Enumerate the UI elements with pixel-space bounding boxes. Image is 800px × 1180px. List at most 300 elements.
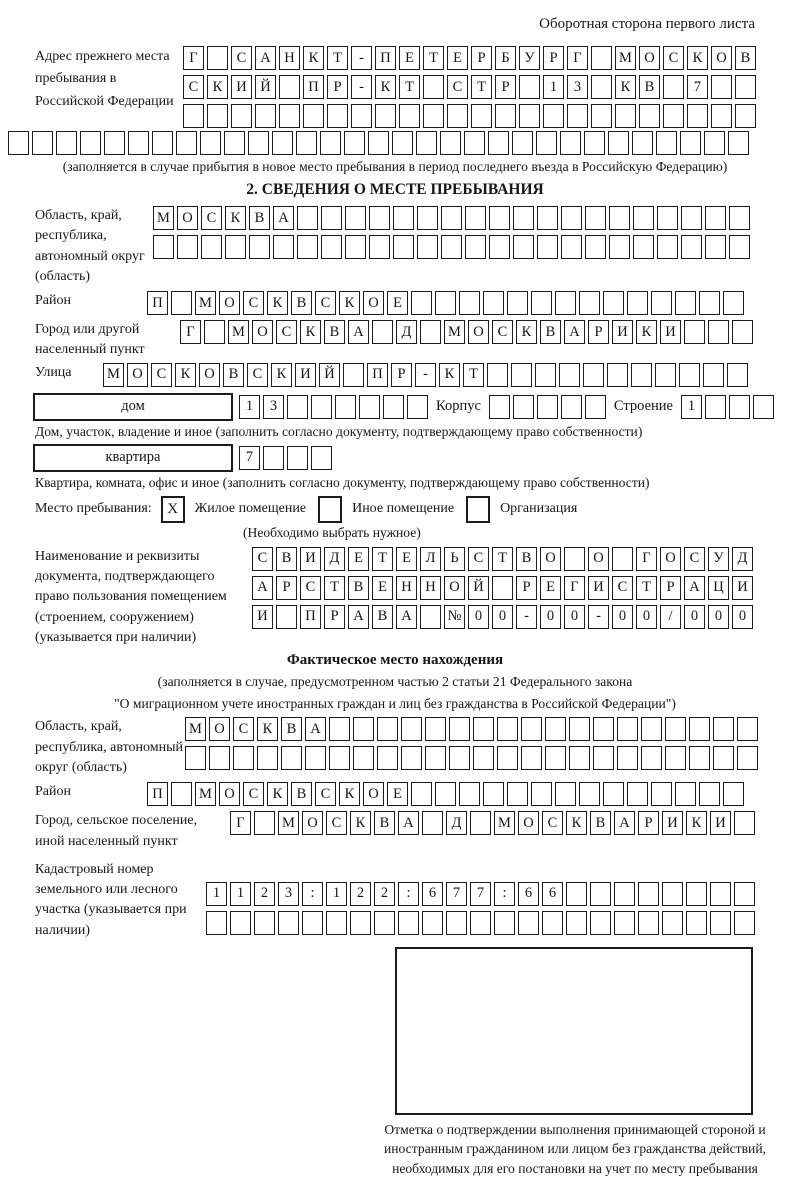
char-cell[interactable] [287, 395, 308, 419]
char-cell[interactable] [734, 811, 755, 835]
char-cell[interactable]: С [183, 75, 204, 99]
char-cell[interactable] [713, 717, 734, 741]
char-cell[interactable] [735, 104, 756, 128]
char-cell[interactable]: Н [279, 46, 300, 70]
char-cell[interactable]: 1 [681, 395, 702, 419]
char-cell[interactable]: 6 [422, 882, 443, 906]
char-cell[interactable]: Д [324, 547, 345, 571]
char-cell[interactable] [561, 395, 582, 419]
char-cell[interactable] [171, 291, 192, 315]
char-cell[interactable]: А [255, 46, 276, 70]
char-cell[interactable]: С [231, 46, 252, 70]
char-cell[interactable]: В [291, 291, 312, 315]
char-cell[interactable] [441, 206, 462, 230]
char-cell[interactable] [279, 104, 300, 128]
char-cell[interactable] [183, 104, 204, 128]
char-cell[interactable] [585, 235, 606, 259]
char-cell[interactable] [497, 717, 518, 741]
char-cell[interactable] [225, 235, 246, 259]
char-cell[interactable]: О [444, 576, 465, 600]
char-cell[interactable] [567, 104, 588, 128]
char-cell[interactable]: Б [495, 46, 516, 70]
char-cell[interactable] [447, 104, 468, 128]
char-cell[interactable] [665, 717, 686, 741]
char-cell[interactable]: О [468, 320, 489, 344]
char-cell[interactable] [507, 291, 528, 315]
char-cell[interactable] [302, 911, 323, 935]
char-cell[interactable] [492, 576, 513, 600]
char-cell[interactable]: Р [660, 576, 681, 600]
char-cell[interactable]: В [223, 363, 244, 387]
char-cell[interactable] [607, 363, 628, 387]
char-cell[interactable]: В [516, 547, 537, 571]
char-cell[interactable] [507, 782, 528, 806]
char-cell[interactable] [470, 811, 491, 835]
char-cell[interactable]: Т [324, 576, 345, 600]
char-cell[interactable]: 3 [263, 395, 284, 419]
char-cell[interactable]: Г [636, 547, 657, 571]
char-cell[interactable] [584, 131, 605, 155]
char-cell[interactable]: Т [423, 46, 444, 70]
char-cell[interactable]: Е [348, 547, 369, 571]
char-cell[interactable] [470, 911, 491, 935]
char-cell[interactable]: Р [324, 605, 345, 629]
char-cell[interactable] [345, 235, 366, 259]
char-cell[interactable] [662, 911, 683, 935]
char-cell[interactable] [689, 717, 710, 741]
char-cell[interactable]: В [540, 320, 561, 344]
char-cell[interactable]: № [444, 605, 465, 629]
char-cell[interactable] [276, 605, 297, 629]
char-cell[interactable] [641, 746, 662, 770]
char-cell[interactable]: К [300, 320, 321, 344]
char-cell[interactable] [513, 395, 534, 419]
char-cell[interactable] [591, 104, 612, 128]
char-cell[interactable]: 1 [326, 882, 347, 906]
char-cell[interactable] [296, 131, 317, 155]
char-cell[interactable]: С [252, 547, 273, 571]
char-cell[interactable]: Й [319, 363, 340, 387]
char-cell[interactable] [699, 291, 720, 315]
char-cell[interactable] [633, 235, 654, 259]
char-cell[interactable] [675, 291, 696, 315]
char-cell[interactable] [680, 131, 701, 155]
char-cell[interactable]: С [447, 75, 468, 99]
char-cell[interactable] [351, 104, 372, 128]
char-cell[interactable] [392, 131, 413, 155]
char-cell[interactable]: Р [495, 75, 516, 99]
char-cell[interactable]: А [273, 206, 294, 230]
char-cell[interactable]: Д [446, 811, 467, 835]
char-cell[interactable]: В [639, 75, 660, 99]
char-cell[interactable]: С [276, 320, 297, 344]
char-cell[interactable]: Т [471, 75, 492, 99]
char-cell[interactable] [681, 235, 702, 259]
char-cell[interactable]: О [540, 547, 561, 571]
char-cell[interactable] [729, 206, 750, 230]
char-cell[interactable]: - [415, 363, 436, 387]
char-cell[interactable]: 1 [206, 882, 227, 906]
char-cell[interactable] [320, 131, 341, 155]
char-cell[interactable] [638, 882, 659, 906]
char-cell[interactable] [559, 363, 580, 387]
char-cell[interactable] [128, 131, 149, 155]
char-cell[interactable] [416, 131, 437, 155]
char-cell[interactable]: О [588, 547, 609, 571]
char-cell[interactable]: Е [540, 576, 561, 600]
char-cell[interactable] [350, 911, 371, 935]
char-cell[interactable] [704, 131, 725, 155]
char-cell[interactable] [710, 882, 731, 906]
char-cell[interactable]: Ь [444, 547, 465, 571]
char-cell[interactable]: О [660, 547, 681, 571]
char-cell[interactable] [473, 746, 494, 770]
char-cell[interactable] [473, 717, 494, 741]
char-cell[interactable] [531, 291, 552, 315]
char-cell[interactable]: А [305, 717, 326, 741]
char-cell[interactable]: 7 [239, 446, 260, 470]
char-cell[interactable]: Й [468, 576, 489, 600]
char-cell[interactable] [209, 746, 230, 770]
char-cell[interactable] [407, 395, 428, 419]
char-cell[interactable] [593, 717, 614, 741]
checkbox-organization[interactable] [466, 496, 490, 523]
char-cell[interactable] [521, 746, 542, 770]
char-cell[interactable]: Г [183, 46, 204, 70]
char-cell[interactable]: В [735, 46, 756, 70]
char-cell[interactable] [614, 882, 635, 906]
char-cell[interactable] [729, 235, 750, 259]
char-cell[interactable] [489, 206, 510, 230]
char-cell[interactable] [543, 104, 564, 128]
char-cell[interactable] [535, 363, 556, 387]
char-cell[interactable]: П [375, 46, 396, 70]
char-cell[interactable] [248, 131, 269, 155]
char-cell[interactable] [204, 320, 225, 344]
char-cell[interactable]: 0 [684, 605, 705, 629]
checkbox-other-premises[interactable] [318, 496, 342, 523]
char-cell[interactable]: 0 [612, 605, 633, 629]
char-cell[interactable]: В [249, 206, 270, 230]
char-cell[interactable]: К [439, 363, 460, 387]
char-cell[interactable] [207, 46, 228, 70]
char-cell[interactable] [591, 75, 612, 99]
char-cell[interactable] [537, 235, 558, 259]
char-cell[interactable]: 7 [687, 75, 708, 99]
char-cell[interactable]: 2 [254, 882, 275, 906]
char-cell[interactable] [569, 717, 590, 741]
char-cell[interactable]: М [444, 320, 465, 344]
char-cell[interactable] [377, 746, 398, 770]
char-cell[interactable] [297, 206, 318, 230]
char-cell[interactable] [435, 782, 456, 806]
char-cell[interactable]: 0 [708, 605, 729, 629]
char-cell[interactable] [353, 717, 374, 741]
char-cell[interactable]: 0 [468, 605, 489, 629]
char-cell[interactable] [263, 446, 284, 470]
char-cell[interactable] [321, 206, 342, 230]
char-cell[interactable] [609, 235, 630, 259]
char-cell[interactable] [657, 206, 678, 230]
char-cell[interactable] [343, 363, 364, 387]
char-cell[interactable]: М [494, 811, 515, 835]
char-cell[interactable] [353, 746, 374, 770]
char-cell[interactable] [206, 911, 227, 935]
char-cell[interactable]: О [518, 811, 539, 835]
char-cell[interactable] [699, 782, 720, 806]
char-cell[interactable] [560, 131, 581, 155]
char-cell[interactable]: К [687, 46, 708, 70]
char-cell[interactable]: : [302, 882, 323, 906]
char-cell[interactable] [627, 782, 648, 806]
char-cell[interactable]: Е [387, 782, 408, 806]
char-cell[interactable] [545, 717, 566, 741]
char-cell[interactable] [537, 395, 558, 419]
char-cell[interactable]: С [326, 811, 347, 835]
char-cell[interactable]: 1 [230, 882, 251, 906]
char-cell[interactable]: 0 [732, 605, 753, 629]
char-cell[interactable] [399, 104, 420, 128]
char-cell[interactable] [459, 291, 480, 315]
char-cell[interactable] [311, 395, 332, 419]
char-cell[interactable] [279, 75, 300, 99]
char-cell[interactable]: Н [396, 576, 417, 600]
char-cell[interactable] [711, 104, 732, 128]
char-cell[interactable]: П [147, 291, 168, 315]
char-cell[interactable]: О [363, 291, 384, 315]
char-cell[interactable]: В [374, 811, 395, 835]
char-cell[interactable]: С [542, 811, 563, 835]
char-cell[interactable]: С [300, 576, 321, 600]
char-cell[interactable] [359, 395, 380, 419]
char-cell[interactable] [713, 746, 734, 770]
char-cell[interactable] [471, 104, 492, 128]
char-cell[interactable]: В [281, 717, 302, 741]
char-cell[interactable]: Г [567, 46, 588, 70]
char-cell[interactable]: В [348, 576, 369, 600]
char-cell[interactable]: Е [399, 46, 420, 70]
char-cell[interactable]: 1 [543, 75, 564, 99]
char-cell[interactable] [344, 131, 365, 155]
char-cell[interactable] [705, 235, 726, 259]
char-cell[interactable] [663, 75, 684, 99]
char-cell[interactable]: 3 [567, 75, 588, 99]
char-cell[interactable] [641, 717, 662, 741]
char-cell[interactable]: Т [372, 547, 393, 571]
char-cell[interactable] [593, 746, 614, 770]
char-cell[interactable]: О [363, 782, 384, 806]
char-cell[interactable] [579, 291, 600, 315]
char-cell[interactable] [464, 131, 485, 155]
char-cell[interactable] [200, 131, 221, 155]
char-cell[interactable] [542, 911, 563, 935]
char-cell[interactable] [679, 363, 700, 387]
char-cell[interactable]: 0 [636, 605, 657, 629]
char-cell[interactable]: К [339, 782, 360, 806]
char-cell[interactable]: О [209, 717, 230, 741]
char-cell[interactable]: С [663, 46, 684, 70]
char-cell[interactable] [684, 320, 705, 344]
char-cell[interactable]: Д [732, 547, 753, 571]
char-cell[interactable] [459, 782, 480, 806]
char-cell[interactable] [393, 235, 414, 259]
char-cell[interactable] [564, 547, 585, 571]
char-cell[interactable] [483, 782, 504, 806]
char-cell[interactable]: К [339, 291, 360, 315]
char-cell[interactable]: Р [638, 811, 659, 835]
char-cell[interactable] [512, 131, 533, 155]
char-cell[interactable] [487, 363, 508, 387]
char-cell[interactable] [398, 911, 419, 935]
char-cell[interactable]: - [588, 605, 609, 629]
char-cell[interactable] [449, 746, 470, 770]
char-cell[interactable]: 1 [239, 395, 260, 419]
char-cell[interactable]: О [252, 320, 273, 344]
char-cell[interactable] [566, 911, 587, 935]
char-cell[interactable] [152, 131, 173, 155]
char-cell[interactable]: П [367, 363, 388, 387]
char-cell[interactable] [171, 782, 192, 806]
char-cell[interactable]: Р [276, 576, 297, 600]
char-cell[interactable] [483, 291, 504, 315]
char-cell[interactable]: О [199, 363, 220, 387]
char-cell[interactable] [254, 911, 275, 935]
char-cell[interactable] [446, 911, 467, 935]
char-cell[interactable]: - [351, 46, 372, 70]
char-cell[interactable] [513, 235, 534, 259]
char-cell[interactable]: К [686, 811, 707, 835]
char-cell[interactable]: И [300, 547, 321, 571]
char-cell[interactable] [656, 131, 677, 155]
char-cell[interactable] [603, 782, 624, 806]
char-cell[interactable]: 2 [374, 882, 395, 906]
char-cell[interactable] [735, 75, 756, 99]
char-cell[interactable] [281, 746, 302, 770]
char-cell[interactable]: А [614, 811, 635, 835]
char-cell[interactable]: С [315, 291, 336, 315]
char-cell[interactable] [723, 782, 744, 806]
char-cell[interactable] [703, 363, 724, 387]
char-cell[interactable] [423, 75, 444, 99]
char-cell[interactable] [393, 206, 414, 230]
char-cell[interactable]: Т [327, 46, 348, 70]
char-cell[interactable] [420, 320, 441, 344]
char-cell[interactable] [727, 363, 748, 387]
char-cell[interactable]: К [267, 291, 288, 315]
char-cell[interactable]: М [195, 782, 216, 806]
char-cell[interactable] [519, 104, 540, 128]
char-cell[interactable]: 0 [540, 605, 561, 629]
char-cell[interactable]: : [398, 882, 419, 906]
char-cell[interactable] [614, 911, 635, 935]
char-cell[interactable] [56, 131, 77, 155]
char-cell[interactable]: В [276, 547, 297, 571]
char-cell[interactable]: И [612, 320, 633, 344]
char-cell[interactable]: О [302, 811, 323, 835]
char-cell[interactable] [8, 131, 29, 155]
char-cell[interactable] [608, 131, 629, 155]
char-cell[interactable]: 2 [350, 882, 371, 906]
char-cell[interactable] [633, 206, 654, 230]
char-cell[interactable] [257, 746, 278, 770]
char-cell[interactable]: 6 [518, 882, 539, 906]
char-cell[interactable] [465, 206, 486, 230]
char-cell[interactable]: А [564, 320, 585, 344]
char-cell[interactable]: Т [636, 576, 657, 600]
char-cell[interactable]: М [103, 363, 124, 387]
char-cell[interactable] [631, 363, 652, 387]
char-cell[interactable] [369, 206, 390, 230]
char-cell[interactable]: 6 [542, 882, 563, 906]
char-cell[interactable] [531, 782, 552, 806]
char-cell[interactable] [495, 104, 516, 128]
char-cell[interactable] [513, 206, 534, 230]
char-cell[interactable] [627, 291, 648, 315]
char-cell[interactable] [615, 104, 636, 128]
char-cell[interactable] [230, 911, 251, 935]
checkbox-residential[interactable]: X [161, 496, 185, 523]
char-cell[interactable]: Р [327, 75, 348, 99]
char-cell[interactable]: К [225, 206, 246, 230]
char-cell[interactable]: А [398, 811, 419, 835]
char-cell[interactable] [681, 206, 702, 230]
char-cell[interactable]: О [639, 46, 660, 70]
char-cell[interactable]: С [151, 363, 172, 387]
char-cell[interactable] [734, 882, 755, 906]
char-cell[interactable] [537, 206, 558, 230]
char-cell[interactable]: К [375, 75, 396, 99]
char-cell[interactable] [612, 547, 633, 571]
char-cell[interactable]: К [267, 782, 288, 806]
char-cell[interactable] [488, 131, 509, 155]
char-cell[interactable]: К [350, 811, 371, 835]
char-cell[interactable] [609, 206, 630, 230]
char-cell[interactable] [441, 235, 462, 259]
char-cell[interactable]: И [732, 576, 753, 600]
char-cell[interactable] [411, 782, 432, 806]
char-cell[interactable]: Р [543, 46, 564, 70]
char-cell[interactable] [561, 235, 582, 259]
char-cell[interactable]: Г [564, 576, 585, 600]
char-cell[interactable]: Н [420, 576, 441, 600]
char-cell[interactable] [536, 131, 557, 155]
char-cell[interactable] [734, 911, 755, 935]
char-cell[interactable] [311, 446, 332, 470]
char-cell[interactable]: Р [588, 320, 609, 344]
char-cell[interactable] [489, 235, 510, 259]
char-cell[interactable]: Г [230, 811, 251, 835]
char-cell[interactable] [224, 131, 245, 155]
char-cell[interactable] [665, 746, 686, 770]
char-cell[interactable]: Р [471, 46, 492, 70]
char-cell[interactable]: Ц [708, 576, 729, 600]
char-cell[interactable] [689, 746, 710, 770]
char-cell[interactable]: О [219, 782, 240, 806]
char-cell[interactable] [383, 395, 404, 419]
char-cell[interactable] [591, 46, 612, 70]
char-cell[interactable]: Т [463, 363, 484, 387]
char-cell[interactable] [335, 395, 356, 419]
char-cell[interactable]: О [127, 363, 148, 387]
char-cell[interactable]: К [303, 46, 324, 70]
char-cell[interactable] [566, 882, 587, 906]
char-cell[interactable]: Л [420, 547, 441, 571]
char-cell[interactable]: С [247, 363, 268, 387]
char-cell[interactable] [449, 717, 470, 741]
char-cell[interactable]: С [243, 782, 264, 806]
char-cell[interactable]: К [615, 75, 636, 99]
char-cell[interactable]: К [207, 75, 228, 99]
